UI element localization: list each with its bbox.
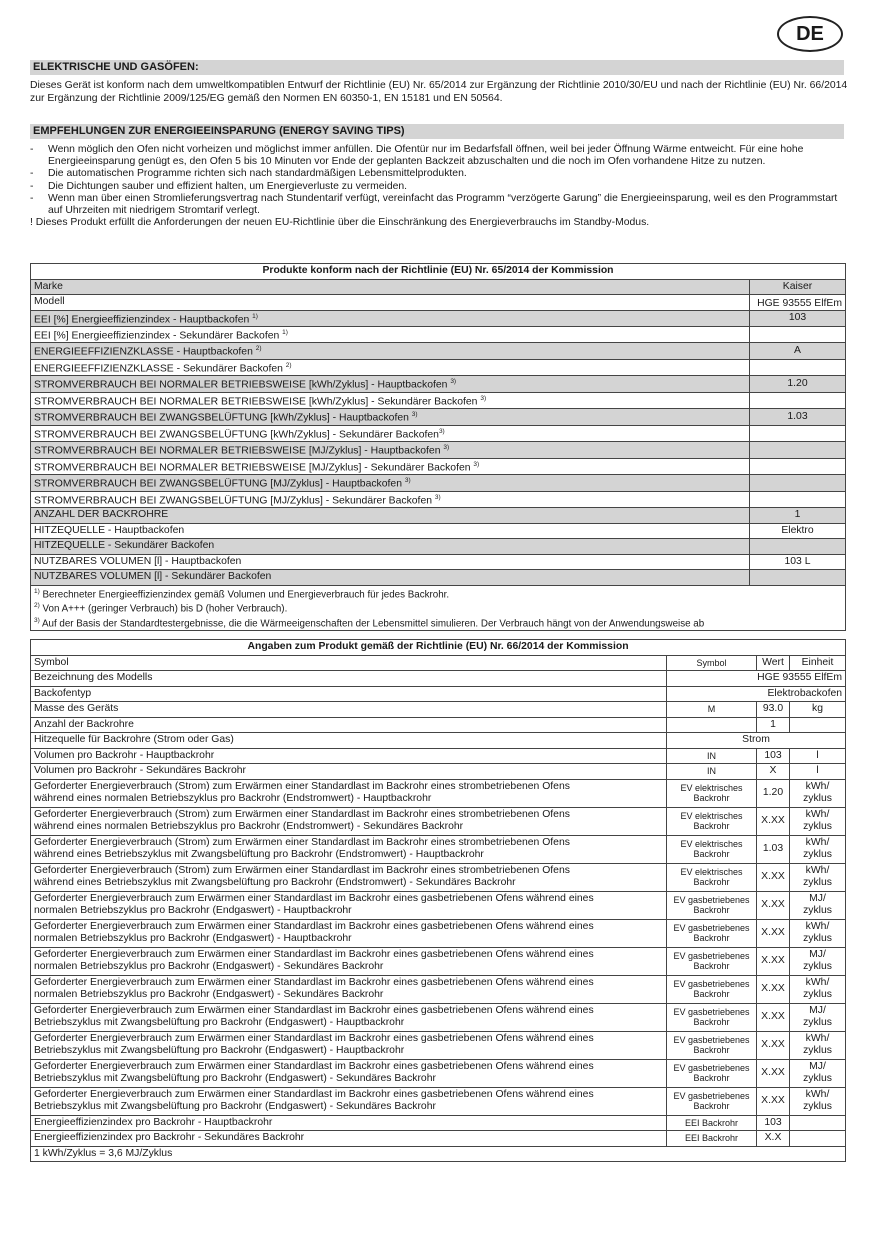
energy-unit-line: zyklus — [803, 961, 832, 972]
row-label — [31, 491, 750, 507]
energy-value: X.XX — [757, 1003, 790, 1031]
eei-value: X.X — [757, 1131, 790, 1147]
row-label — [31, 376, 750, 392]
energy-value: X.XX — [757, 1031, 790, 1059]
section-heading-energy-tips: EMPFEHLUNGEN ZUR ENERGIEEINSPARUNG (ENERGY SAVING TIPS) — [30, 124, 844, 139]
table-row — [31, 442, 846, 458]
energy-symbol-line: EV elektrisches — [680, 811, 743, 821]
table-title: Produkte konform nach der Richtlinie (EU) Nr. 65/2014 der Kommission — [31, 264, 846, 280]
row-label-text: Modell — [34, 296, 65, 308]
footnote-mark: 2) — [34, 602, 40, 610]
footnote — [34, 615, 842, 630]
energy-unit — [790, 947, 846, 975]
energy-symbol-line: Backrohr — [693, 793, 730, 803]
energy-label-line: Geforderter Energieverbrauch zum Erwärmen einer Standardlast im Backrohr eines gasbetriebenen Ofens während eines — [34, 1089, 594, 1100]
energy-label-line: während eines Betriebszyklus mit Zwangsbelüftung pro Backrohr (Endstromwert) - Sekundäres Backrohr — [34, 877, 516, 888]
row-value: 1.03 — [750, 409, 846, 425]
energy-label — [31, 807, 667, 835]
energy-unit-line: MJ/ — [809, 893, 826, 904]
footnote-ref: 1) — [252, 312, 258, 320]
table-row — [31, 475, 846, 491]
row-label — [31, 508, 750, 524]
energy-unit — [790, 919, 846, 947]
energy-unit — [790, 975, 846, 1003]
energy-label-line: Geforderter Energieverbrauch zum Erwärmen einer Standardlast im Backrohr eines gasbetriebenen Ofens während eines — [34, 921, 594, 932]
energy-label-line: Geforderter Energieverbrauch zum Erwärmen einer Standardlast im Backrohr eines gasbetriebenen Ofens während eines — [34, 977, 594, 988]
energy-unit — [790, 1003, 846, 1031]
energy-unit — [790, 1031, 846, 1059]
energy-symbol-line: Backrohr — [693, 877, 730, 887]
row-value: Kaiser — [750, 279, 846, 295]
heat-source-value: Strom — [667, 733, 846, 749]
energy-unit — [790, 1059, 846, 1087]
oven-type-value: Elektrobackofen — [667, 686, 846, 702]
energy-value: X.XX — [757, 1059, 790, 1087]
footnote-ref: 3) — [450, 378, 457, 386]
energy-symbol — [667, 891, 757, 919]
volume-symbol: IN — [667, 764, 757, 780]
row-label — [31, 570, 750, 586]
conformity-paragraph: Dieses Gerät ist konform nach dem umweltkompatiblen Entwurf der Richtlinie (EU) Nr. 65/2014 zur Ergänzung der Richtlinie 2010/30/EU und nach der Richtlinie (EU) Nr. 66/2014 zur Ergänzung der Richtlinie 2009/125/EG gemäß den Normen EN 60350-1, EN 15181 und EN 50564. — [30, 80, 848, 104]
energy-label-line: Betriebszyklus mit Zwangsbelüftung pro Backrohr (Endgaswert) - Sekundäres Backrohr — [34, 1101, 436, 1112]
energy-label — [31, 1003, 667, 1031]
row-value: 103 L — [750, 554, 846, 570]
table-row — [31, 409, 846, 425]
energy-label — [31, 1059, 667, 1087]
tip-item: - Wenn man über einen Stromlieferungsvertrag nach Stundentarif verfügt, vereinfacht das Programm “verzögerte Garung” die Energieeinsparung, weil es den Programmstart auf Uhrzeiten mit niedrigem Stromtarif verlegt. — [30, 192, 838, 217]
footnote-ref: 3) — [473, 460, 480, 468]
row-label-text: STROMVERBRAUCH BEI NORMALER BETRIEBSWEISE [MJ/Zyklus] - Sekundärer Backofen — [34, 462, 474, 474]
energy-unit-line: kWh/ — [805, 781, 830, 792]
eei-unit — [790, 1115, 846, 1131]
energy-label — [31, 975, 667, 1003]
energy-label — [31, 835, 667, 863]
table-row — [31, 310, 846, 326]
row-label — [31, 326, 750, 342]
table-row — [31, 376, 846, 392]
row-label — [31, 295, 750, 311]
volume-unit: l — [790, 748, 846, 764]
table-row — [31, 392, 846, 408]
energy-label — [31, 1087, 667, 1115]
row-value — [750, 491, 846, 507]
row-label — [31, 425, 750, 441]
energy-symbol — [667, 807, 757, 835]
footnote-ref: 3) — [438, 427, 445, 435]
row-label — [31, 392, 750, 408]
table-title: Angaben zum Produkt gemäß der Richtlinie (EU) Nr. 66/2014 der Kommission — [31, 640, 846, 656]
volume-value: X — [757, 764, 790, 780]
energy-symbol-line: EV elektrisches — [680, 783, 743, 793]
energy-symbol-line: Backrohr — [693, 905, 730, 915]
energy-unit-line: zyklus — [803, 1073, 832, 1084]
energy-unit-line: MJ/ — [809, 949, 826, 960]
mass-value: 93.0 — [757, 702, 790, 718]
energy-unit — [790, 835, 846, 863]
energy-symbol — [667, 919, 757, 947]
energy-symbol — [667, 1087, 757, 1115]
volume-symbol: IN — [667, 748, 757, 764]
energy-unit — [790, 807, 846, 835]
energy-label-line: Geforderter Energieverbrauch zum Erwärmen einer Standardlast im Backrohr eines gasbetriebenen Ofens während eines — [34, 1033, 594, 1044]
energy-label-line: Geforderter Energieverbrauch zum Erwärmen einer Standardlast im Backrohr eines gasbetriebenen Ofens während eines — [34, 893, 594, 904]
energy-value: X.XX — [757, 807, 790, 835]
row-label — [31, 343, 750, 359]
energy-row — [31, 891, 846, 919]
energy-unit-line: kWh/ — [805, 809, 830, 820]
energy-tips-list — [30, 144, 848, 229]
row-label-text: ENERGIEEFFIZIENZKLASSE - Sekundärer Backofen — [34, 363, 286, 375]
energy-unit-line: kWh/ — [805, 837, 830, 848]
volume-row — [31, 764, 846, 780]
table-row — [31, 343, 846, 359]
energy-symbol-line: EV gasbetriebenes — [673, 923, 750, 933]
section-heading-ovens: ELEKTRISCHE UND GASÖFEN: — [30, 60, 844, 75]
row-label — [31, 458, 750, 474]
energy-unit-line: kWh/ — [805, 1089, 830, 1100]
energy-label — [31, 947, 667, 975]
standby-note: ! Dieses Produkt erfüllt die Anforderungen der neuen EU-Richtlinie über die Einschränkung des Energieverbrauchs im Standby-Modus. — [30, 217, 650, 229]
model-label: Bezeichnung des Modells — [31, 671, 667, 687]
row-label-text: EEI [%] Energieeffizienzindex - Hauptbackofen — [34, 313, 253, 325]
footnote-ref: 3) — [411, 411, 418, 419]
row-label-text: NUTZBARES VOLUMEN [l] - Hauptbackofen — [34, 555, 242, 567]
row-label-text: HITZEQUELLE - Hauptbackofen — [34, 524, 185, 536]
energy-row — [31, 807, 846, 835]
conversion-row — [31, 1146, 846, 1162]
energy-label-line: Geforderter Energieverbrauch zum Erwärmen einer Standardlast im Backrohr eines gasbetriebenen Ofens während eines — [34, 949, 594, 960]
energy-unit — [790, 891, 846, 919]
table-row — [31, 359, 846, 375]
row-value: HGE 93555 ElfEm — [750, 295, 846, 311]
energy-row — [31, 1003, 846, 1031]
row-value — [750, 458, 846, 474]
energy-label-line: Geforderter Energieverbrauch zum Erwärmen einer Standardlast im Backrohr eines gasbetriebenen Ofens während eines — [34, 1061, 594, 1072]
energy-unit-line: zyklus — [803, 1045, 832, 1056]
energy-unit-line: kWh/ — [805, 977, 830, 988]
eei-row — [31, 1131, 846, 1147]
energy-label-line: Betriebszyklus mit Zwangsbelüftung pro Backrohr (Endgaswert) - Sekundäres Backrohr — [34, 1073, 436, 1084]
energy-label-line: Geforderter Energieverbrauch zum Erwärmen einer Standardlast im Backrohr eines gasbetriebenen Ofens während eines — [34, 1005, 594, 1016]
row-label — [31, 442, 750, 458]
energy-symbol-line: EV gasbetriebenes — [673, 1035, 750, 1045]
energy-row — [31, 1031, 846, 1059]
energy-symbol — [667, 779, 757, 807]
row-label-text: ANZAHL DER BACKROHRE — [34, 509, 169, 521]
footnotes — [31, 585, 846, 630]
energy-unit-line: zyklus — [803, 793, 832, 804]
cavity-count-value: 1 — [757, 717, 790, 733]
row-label-text: STROMVERBRAUCH BEI ZWANGSBELÜFTUNG [kWh/Zyklus] - Sekundärer Backofen — [34, 429, 439, 441]
energy-label-line: Betriebszyklus mit Zwangsbelüftung pro Backrohr (Endgaswert) - Hauptbackrohr — [34, 1017, 405, 1028]
table-row — [31, 491, 846, 507]
row-value: A — [750, 343, 846, 359]
table-row — [31, 523, 846, 539]
row-label-text: Marke — [34, 280, 63, 292]
energy-label-line: Geforderter Energieverbrauch (Strom) zum Erwärmen einer Standardlast im Backrohr eines strombetriebenen Ofens — [34, 865, 570, 876]
energy-symbol-line: Backrohr — [693, 933, 730, 943]
energy-unit-line: MJ/ — [809, 1061, 826, 1072]
table-row — [31, 295, 846, 311]
energy-label-line: normalen Betriebszyklus pro Backrohr (Endgaswert) - Hauptbackrohr — [34, 905, 352, 916]
energy-label-line: während eines normalen Betriebszyklus pro Backrohr (Endstromwert) - Sekundäres Backrohr — [34, 821, 464, 832]
row-label-text: STROMVERBRAUCH BEI ZWANGSBELÜFTUNG [MJ/Zyklus] - Sekundärer Backofen — [34, 495, 435, 507]
energy-row — [31, 975, 846, 1003]
energy-symbol — [667, 1031, 757, 1059]
volume-unit: l — [790, 764, 846, 780]
footnote — [34, 586, 842, 601]
header-value: Wert — [757, 655, 790, 671]
energy-symbol — [667, 835, 757, 863]
footnote-ref: 3) — [434, 493, 441, 501]
energy-unit-line: MJ/ — [809, 1005, 826, 1016]
row-label-text: ENERGIEEFFIZIENZKLASSE - Hauptbackofen — [34, 346, 256, 358]
footnote-text: Auf der Basis der Standardtestergebnisse, die die Wärmeeigenschaften der Lebensmittel simulieren. Der Verbrauch hängt von der Anwendungsweise ab — [39, 618, 705, 630]
row-value: 103 — [750, 310, 846, 326]
table-65-2014 — [30, 263, 846, 631]
mass-unit: kg — [790, 702, 846, 718]
energy-label — [31, 863, 667, 891]
energy-label-line: Geforderter Energieverbrauch (Strom) zum Erwärmen einer Standardlast im Backrohr eines strombetriebenen Ofens — [34, 781, 570, 792]
energy-unit-line: kWh/ — [805, 1033, 830, 1044]
energy-symbol — [667, 1059, 757, 1087]
energy-symbol-line: Backrohr — [693, 849, 730, 859]
footnotes-row — [31, 585, 846, 630]
model-value: HGE 93555 ElfEm — [667, 671, 846, 687]
energy-unit-line: kWh/ — [805, 865, 830, 876]
volume-row — [31, 748, 846, 764]
energy-label-line: Geforderter Energieverbrauch (Strom) zum Erwärmen einer Standardlast im Backrohr eines strombetriebenen Ofens — [34, 809, 570, 820]
row-value: 1.20 — [750, 376, 846, 392]
tip-item: - Die Dichtungen sauber und effizient halten, um Energieverluste zu vermeiden. — [30, 180, 408, 192]
energy-symbol-line: EV gasbetriebenes — [673, 1091, 750, 1101]
energy-value: X.XX — [757, 919, 790, 947]
energy-symbol-line: EV elektrisches — [680, 867, 743, 877]
energy-label — [31, 1031, 667, 1059]
energy-row — [31, 1059, 846, 1087]
energy-row — [31, 1087, 846, 1115]
footnote-mark: 1) — [34, 587, 40, 595]
energy-symbol-line: EV gasbetriebenes — [673, 979, 750, 989]
energy-row — [31, 919, 846, 947]
table-row — [31, 508, 846, 524]
oven-type-label: Backofentyp — [31, 686, 667, 702]
row-label — [31, 409, 750, 425]
row-label — [31, 310, 750, 326]
row-value — [750, 475, 846, 491]
energy-symbol — [667, 1003, 757, 1031]
energy-unit-line: zyklus — [803, 989, 832, 1000]
energy-unit-line: zyklus — [803, 1017, 832, 1028]
row-label-text: STROMVERBRAUCH BEI NORMALER BETRIEBSWEISE [kWh/Zyklus] - Hauptbackofen — [34, 379, 451, 391]
row-value: 1 — [750, 508, 846, 524]
energy-symbol-line: Backrohr — [693, 1101, 730, 1111]
table-row — [31, 279, 846, 295]
energy-value: 1.03 — [757, 835, 790, 863]
heat-source-label: Hitzequelle für Backrohre (Strom oder Gas) — [31, 733, 667, 749]
table-row — [31, 570, 846, 586]
energy-unit-line: zyklus — [803, 849, 832, 860]
energy-unit-line: zyklus — [803, 877, 832, 888]
table-row — [31, 539, 846, 555]
row-label-text: NUTZBARES VOLUMEN [l] - Sekundärer Backofen — [34, 571, 272, 583]
energy-row — [31, 863, 846, 891]
row-label — [31, 475, 750, 491]
energy-label-line: während eines Betriebszyklus mit Zwangsbelüftung pro Backrohr (Endstromwert) - Hauptbackrohr — [34, 849, 484, 860]
energy-value: X.XX — [757, 891, 790, 919]
row-label-text: EEI [%] Energieeffizienzindex - Sekundärer Backofen — [34, 330, 283, 342]
energy-symbol-line: Backrohr — [693, 1045, 730, 1055]
energy-symbol-line: EV gasbetriebenes — [673, 895, 750, 905]
footnote-ref: 3) — [443, 444, 450, 452]
row-label-text: STROMVERBRAUCH BEI NORMALER BETRIEBSWEISE [kWh/Zyklus] - Sekundärer Backofen — [34, 396, 481, 408]
tip-item: - Die automatischen Programme richten sich nach standardmäßigen Lebensmittelprodukten. — [30, 168, 467, 180]
energy-symbol — [667, 975, 757, 1003]
energy-symbol-line: Backrohr — [693, 989, 730, 999]
energy-unit — [790, 1087, 846, 1115]
row-label-text: HITZEQUELLE - Sekundärer Backofen — [34, 540, 215, 552]
energy-value: X.XX — [757, 1087, 790, 1115]
energy-label — [31, 779, 667, 807]
row-label-text: STROMVERBRAUCH BEI NORMALER BETRIEBSWEISE [MJ/Zyklus] - Hauptbackofen — [34, 445, 444, 457]
row-value — [750, 392, 846, 408]
eei-symbol: EEI Backrohr — [667, 1131, 757, 1147]
energy-symbol-line: EV gasbetriebenes — [673, 951, 750, 961]
eei-value: 103 — [757, 1115, 790, 1131]
row-value: Elektro — [750, 523, 846, 539]
row-label — [31, 539, 750, 555]
footnote-mark: 3) — [34, 617, 40, 625]
row-value — [750, 326, 846, 342]
row-value — [750, 425, 846, 441]
energy-value: X.XX — [757, 863, 790, 891]
row-label — [31, 523, 750, 539]
energy-value: 1.20 — [757, 779, 790, 807]
eei-unit — [790, 1131, 846, 1147]
footnote-ref: 2) — [255, 345, 262, 353]
row-label — [31, 279, 750, 295]
conversion-note: 1 kWh/Zyklus = 3,6 MJ/Zyklus — [31, 1146, 846, 1162]
energy-label-line: während eines normalen Betriebszyklus pro Backrohr (Endstromwert) - Hauptbackrohr — [34, 793, 432, 804]
volume-value: 103 — [757, 748, 790, 764]
cavity-count-label: Anzahl der Backrohre — [31, 717, 667, 733]
energy-unit-line: zyklus — [803, 933, 832, 944]
table-66-2014 — [30, 639, 846, 1162]
eei-label: Energieeffizienzindex pro Backrohr - Hauptbackrohr — [31, 1115, 667, 1131]
volume-label: Volumen pro Backrohr - Hauptbackrohr — [31, 748, 667, 764]
table-row — [31, 326, 846, 342]
header-label: Symbol — [31, 655, 667, 671]
mass-symbol: M — [667, 702, 757, 718]
row-value — [750, 539, 846, 555]
row-label-text: STROMVERBRAUCH BEI ZWANGSBELÜFTUNG [MJ/Zyklus] - Hauptbackofen — [34, 478, 405, 490]
row-value — [750, 570, 846, 586]
energy-label-line: normalen Betriebszyklus pro Backrohr (Endgaswert) - Hauptbackrohr — [34, 933, 352, 944]
mass-label: Masse des Geräts — [31, 702, 667, 718]
table-row — [31, 554, 846, 570]
energy-label-line: normalen Betriebszyklus pro Backrohr (Endgaswert) - Sekundäres Backrohr — [34, 961, 384, 972]
eei-symbol: EEI Backrohr — [667, 1115, 757, 1131]
energy-row — [31, 947, 846, 975]
energy-value: X.XX — [757, 947, 790, 975]
energy-unit-line: zyklus — [803, 1101, 832, 1112]
energy-unit — [790, 779, 846, 807]
row-label-text: STROMVERBRAUCH BEI ZWANGSBELÜFTUNG [kWh/Zyklus] - Hauptbackofen — [34, 412, 412, 424]
energy-symbol-line: Backrohr — [693, 1073, 730, 1083]
energy-symbol — [667, 947, 757, 975]
row-value — [750, 442, 846, 458]
footnote-text: Berechneter Energieeffizienzindex gemäß Volumen und Energieverbrauch für jedes Backrohr. — [39, 588, 450, 600]
table-row — [31, 458, 846, 474]
energy-symbol-line: EV gasbetriebenes — [673, 1063, 750, 1073]
row-label — [31, 554, 750, 570]
energy-label-line: normalen Betriebszyklus pro Backrohr (Endgaswert) - Sekundäres Backrohr — [34, 989, 384, 1000]
energy-row — [31, 835, 846, 863]
footnote-ref: 3) — [480, 394, 487, 402]
energy-symbol-line: Backrohr — [693, 1017, 730, 1027]
energy-unit — [790, 863, 846, 891]
tip-item: - Wenn möglich den Ofen nicht vorheizen und möglichst immer anfüllen. Die Ofentür nur im Bedarfsfall öffnen, weil bei jeder Öffnung Wärme entweicht. Für eine hohe Energieeinsparung genügt es, den Ofen 5 bis 10 Minuten vor Ende der geplanten Backzeit abzuschalten und die noch im Ofen vorhandene Hitze zu nutzen. — [30, 144, 804, 168]
energy-value: X.XX — [757, 975, 790, 1003]
volume-label: Volumen pro Backrohr - Sekundäres Backrohr — [31, 764, 667, 780]
energy-symbol-line: Backrohr — [693, 961, 730, 971]
energy-symbol-line: EV gasbetriebenes — [673, 1007, 750, 1017]
header-symbol: Symbol — [667, 655, 757, 671]
row-label — [31, 359, 750, 375]
energy-symbol-line: Backrohr — [693, 821, 730, 831]
energy-unit-line: zyklus — [803, 821, 832, 832]
table-row — [31, 425, 846, 441]
energy-label-line: Geforderter Energieverbrauch (Strom) zum Erwärmen einer Standardlast im Backrohr eines strombetriebenen Ofens — [34, 837, 570, 848]
energy-unit-line: zyklus — [803, 905, 832, 916]
footnote-ref: 1) — [282, 328, 288, 336]
energy-label — [31, 919, 667, 947]
header-unit: Einheit — [790, 655, 846, 671]
energy-symbol — [667, 863, 757, 891]
energy-label-line: Betriebszyklus mit Zwangsbelüftung pro Backrohr (Endgaswert) - Hauptbackrohr — [34, 1045, 405, 1056]
language-badge: DE — [777, 16, 843, 52]
energy-symbol-line: EV elektrisches — [680, 839, 743, 849]
energy-unit-line: kWh/ — [805, 921, 830, 932]
row-value — [750, 359, 846, 375]
footnote-ref: 3) — [404, 477, 411, 485]
eei-row — [31, 1115, 846, 1131]
footnote — [34, 600, 842, 615]
energy-row — [31, 779, 846, 807]
footnote-ref: 2) — [285, 361, 292, 369]
energy-label — [31, 891, 667, 919]
footnote-text: Von A+++ (geringer Verbrauch) bis D (hoher Verbrauch). — [39, 603, 288, 615]
eei-label: Energieeffizienzindex pro Backrohr - Sekundäres Backrohr — [31, 1131, 667, 1147]
